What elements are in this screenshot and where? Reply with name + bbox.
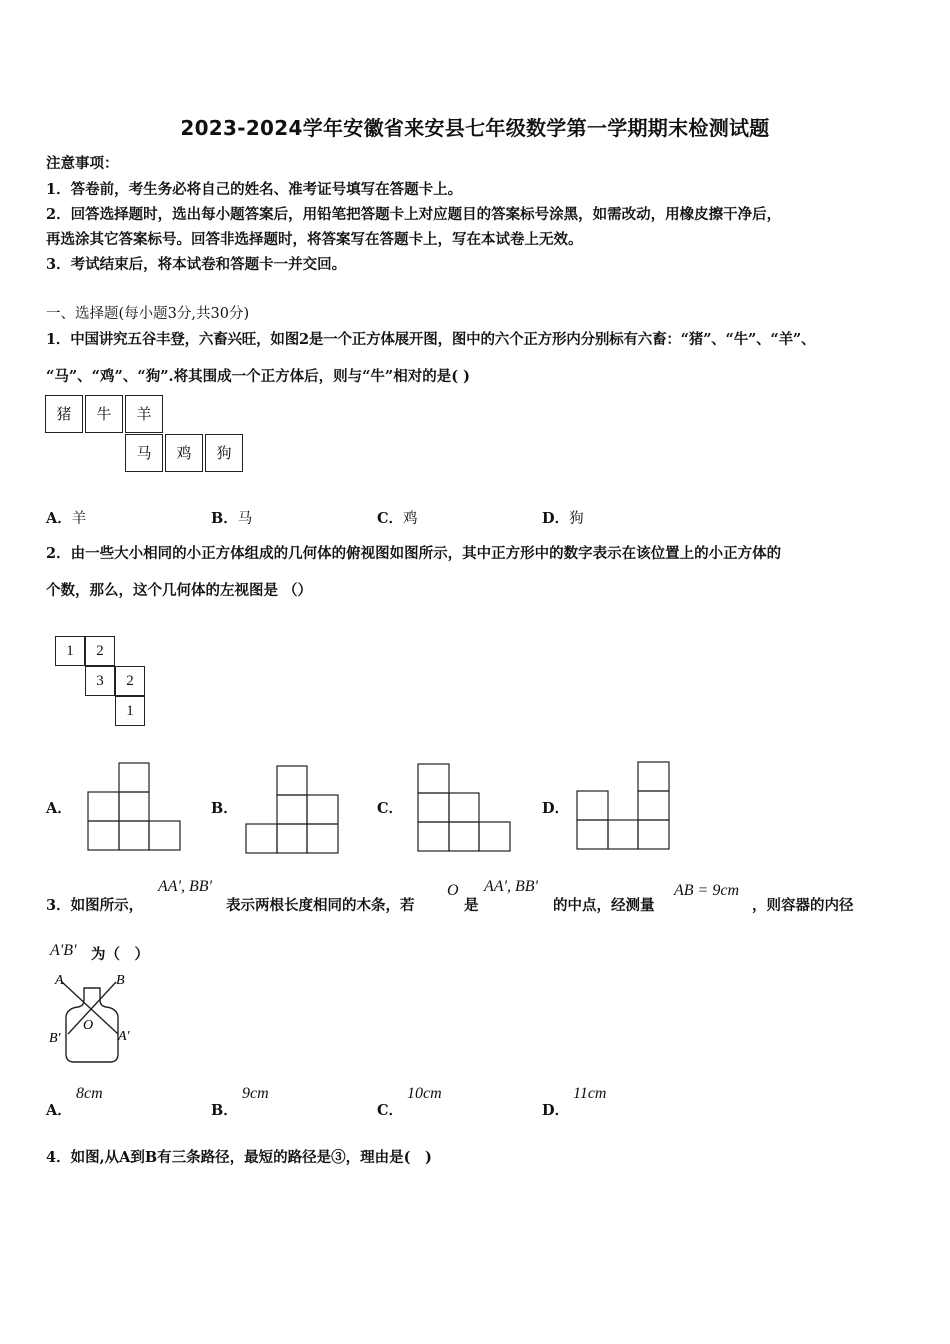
net-cell: 马: [125, 434, 163, 472]
q2-option-c-label[interactable]: C．: [377, 800, 404, 817]
grid-cell: 1: [115, 696, 145, 726]
label-b-prime: B': [49, 1031, 61, 1046]
q3-text-5: 为（ ）: [91, 946, 149, 963]
notice-heading: 注意事项：: [46, 155, 119, 172]
q3-prefix: 3．如图所示，: [46, 897, 144, 914]
q1-option-c[interactable]: [377, 507, 418, 528]
container-figure: [46, 970, 140, 1070]
q1-option-d[interactable]: [542, 507, 584, 528]
q2-option-d-label[interactable]: D．: [542, 800, 570, 817]
label-b: B: [116, 973, 125, 988]
grid-cell: 2: [115, 666, 145, 696]
label-o: O: [83, 1018, 94, 1033]
q3-text-4: ，则容器的内径: [752, 897, 854, 914]
top-view-grid: [55, 636, 150, 726]
net-cell: 牛: [85, 395, 123, 433]
notice-item: 再选涂其它答案标号。回答非选择题时，将答案写在答题卡上，写在本试卷上无效。: [46, 231, 583, 248]
grid-cell: 2: [85, 636, 115, 666]
q2-option-d-figure: [576, 761, 672, 853]
q1-stem-line2: “马”、“鸡”、“狗”.将其围成一个正方体后，则与“牛”相对的是( ): [46, 368, 471, 385]
option-label: B．: [211, 510, 238, 527]
q1-option-a[interactable]: [46, 507, 86, 528]
net-cell: 狗: [205, 434, 243, 472]
q2-option-b-figure: [245, 765, 341, 857]
label-a-prime: A': [118, 1029, 130, 1044]
option-text: 马: [237, 511, 253, 527]
q3-math-o: O: [447, 882, 459, 899]
q3-math-apbp: A'B': [50, 942, 77, 959]
notice-item: 3．考试结束后，将本试卷和答题卡一并交回。: [46, 256, 347, 273]
q3-option-b-value: 9cm: [242, 1085, 269, 1102]
q2-option-a-figure: [87, 762, 183, 854]
q3-text-1: 表示两根长度相同的木条，若: [226, 897, 415, 914]
page-title: 2023-2024学年安徽省来安县七年级数学第一学期期末检测试题: [180, 116, 770, 140]
q3-text-3: 的中点，经测量: [553, 897, 655, 914]
q3-option-a-label[interactable]: A．: [46, 1102, 72, 1119]
q3-option-c-label[interactable]: C．: [377, 1102, 404, 1119]
option-label: D．: [542, 510, 570, 527]
q3-option-b-label[interactable]: B．: [211, 1102, 238, 1119]
net-cell: 猪: [45, 395, 83, 433]
q3-text-2: 是: [464, 897, 479, 914]
label-a: A: [55, 973, 64, 988]
q3-math-ab: AB = 9cm: [674, 882, 739, 899]
q3-math-aa-bb: AA', BB': [158, 878, 212, 895]
option-label: A．: [46, 510, 72, 527]
net-cell: 羊: [125, 395, 163, 433]
q2-option-c-figure: [417, 763, 513, 855]
q3-option-d-label[interactable]: D．: [542, 1102, 570, 1119]
q3-option-a-value: 8cm: [76, 1085, 103, 1102]
option-text: 狗: [569, 511, 584, 527]
q2-stem-line1: 2．由一些大小相同的小正方体组成的几何体的俯视图如图所示，其中正方形中的数字表示在该位置上的小正方体的: [46, 545, 782, 562]
notice-item: 2．回答选择题时，选出每小题答案后，用铅笔把答题卡上对应题目的答案标号涂黑，如需改动，用橡皮擦干净后，: [46, 206, 782, 223]
q2-stem-line2: 个数，那么，这个几何体的左视图是 （）: [46, 582, 313, 599]
q3-option-c-value: 10cm: [407, 1085, 442, 1102]
section-heading: 一、选择题(每小题3分,共30分): [46, 306, 250, 322]
notice-item: 1．答卷前，考生务必将自己的姓名、准考证号填写在答题卡上。: [46, 181, 463, 198]
grid-cell: 3: [85, 666, 115, 696]
q3-math-aa-bb-2: AA', BB': [484, 878, 538, 895]
option-text: 羊: [71, 511, 87, 527]
q4-stem: 4．如图,从A到B有三条路径，最短的路径是③，理由是( ): [46, 1149, 432, 1166]
q1-option-b[interactable]: [211, 507, 252, 528]
q2-option-a-label[interactable]: A．: [46, 800, 72, 817]
option-label: C．: [377, 510, 404, 527]
q2-option-b-label[interactable]: B．: [211, 800, 238, 817]
grid-cell: 1: [55, 636, 85, 666]
net-cell: 鸡: [165, 434, 203, 472]
cube-net-figure: [45, 395, 245, 475]
option-text: 鸡: [403, 511, 418, 527]
q3-option-d-value: 11cm: [573, 1085, 607, 1102]
q1-stem-line1: 1．中国讲究五谷丰登，六畜兴旺，如图2是一个正方体展开图，图中的六个正方形内分别标有六畜：“猪”、“牛”、“羊”、: [46, 331, 816, 348]
